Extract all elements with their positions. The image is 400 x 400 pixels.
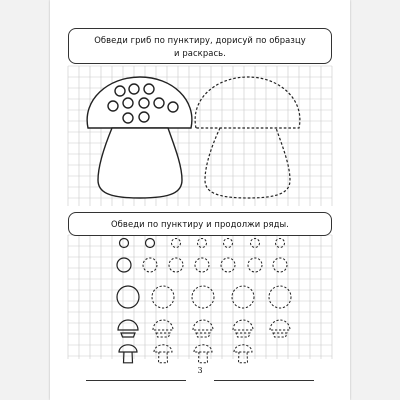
row-mushroom bbox=[154, 345, 172, 363]
row-half-circle bbox=[118, 320, 138, 330]
row-circle bbox=[195, 258, 209, 272]
page-number: 3 bbox=[197, 366, 203, 375]
task1-instruction-banner bbox=[68, 28, 332, 64]
sample-mushroom bbox=[87, 77, 192, 198]
cap-dot bbox=[115, 86, 125, 96]
row-circle bbox=[232, 286, 254, 308]
row-circle bbox=[152, 286, 174, 308]
task1-line2: и раскрась. bbox=[174, 48, 226, 58]
task2-text: Обведи по пунктиру и продолжи ряды. bbox=[110, 219, 290, 229]
row-mushroom bbox=[194, 345, 212, 363]
cap-dot bbox=[139, 112, 149, 122]
cap-dot bbox=[139, 98, 149, 108]
row-half-base bbox=[156, 333, 170, 337]
cap-dot bbox=[144, 84, 154, 94]
lower-grid bbox=[68, 235, 332, 359]
row-mushroom bbox=[119, 345, 137, 363]
cap-dot bbox=[154, 98, 164, 108]
row-half-circle bbox=[270, 320, 290, 330]
row-half-circle bbox=[233, 320, 253, 330]
cap-dot bbox=[123, 98, 133, 108]
row-circle bbox=[117, 258, 131, 272]
cap-dot bbox=[108, 101, 118, 111]
row-half-circle bbox=[193, 320, 213, 330]
row-circle bbox=[117, 286, 139, 308]
row-circle bbox=[169, 258, 183, 272]
footer-line-left bbox=[86, 380, 186, 381]
footer-line-right bbox=[214, 380, 314, 381]
row-half-base bbox=[273, 333, 287, 337]
cap-dot bbox=[129, 84, 139, 94]
task1-line1: Обведи гриб по пунктиру, дорисуй по образцу bbox=[94, 35, 306, 45]
row-circle bbox=[273, 258, 287, 272]
row-mushroom bbox=[234, 345, 252, 363]
cap-dot bbox=[168, 102, 178, 112]
cap-dot bbox=[123, 113, 133, 123]
worksheet-page bbox=[50, 0, 350, 400]
row-half-base bbox=[196, 333, 210, 337]
task2-instruction-banner bbox=[68, 212, 332, 236]
mushroom-stem bbox=[98, 128, 182, 198]
row-half-base bbox=[236, 333, 250, 337]
